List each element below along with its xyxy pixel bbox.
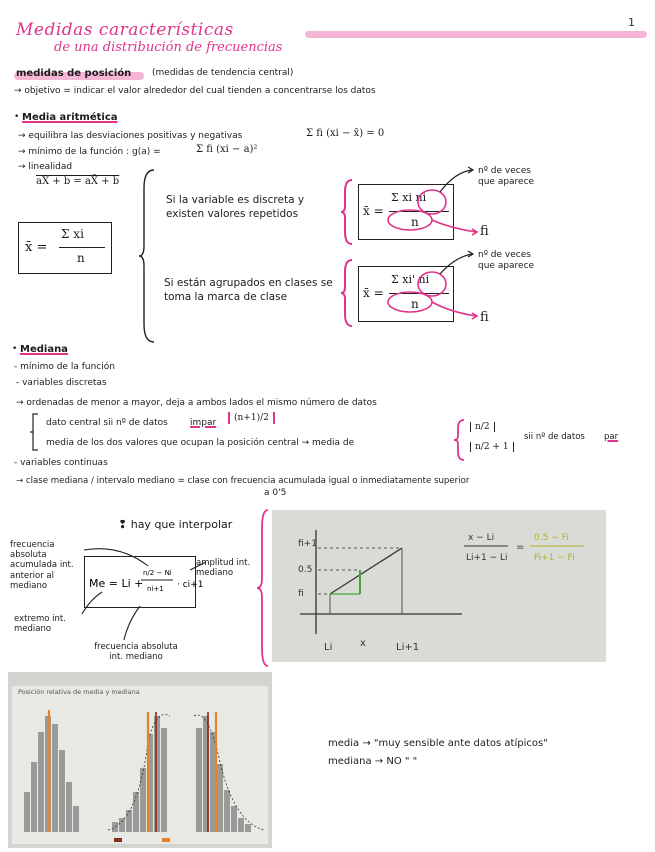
deviation-formula: Σ fi (xi − x̄) = 0 — [306, 128, 385, 139]
graph-y-fi: fi — [298, 589, 304, 599]
graph-y-fi1: fi+1 — [298, 539, 317, 549]
page-title: Medidas características — [16, 20, 234, 40]
annot-nveces-1: nº de veces que aparece — [478, 166, 535, 187]
par-value-1: n/2 — [470, 422, 495, 432]
bullet-dot: • — [12, 344, 18, 354]
median-annotation-arrows — [40, 540, 220, 650]
big-brace — [138, 168, 156, 344]
title-highlight — [305, 31, 647, 38]
annot-fi-2: fi — [480, 310, 489, 325]
mean-line-3: → linealidad — [18, 162, 73, 172]
label-fa-int: frecuencia absoluta int. mediano — [94, 642, 178, 663]
pink-brace-4 — [256, 508, 270, 668]
discrete-text: Si la variable es discreta y existen valores repetidos — [166, 194, 305, 220]
mean-formula-box — [18, 222, 112, 274]
pink-brace-3 — [452, 418, 466, 462]
page-number: 1 — [628, 16, 635, 29]
ratio-equals: = — [516, 542, 525, 553]
label-amplitud: amplitud int. mediano — [196, 558, 251, 579]
svg-text:n/2 − Ni: n/2 − Ni — [143, 569, 172, 577]
par-text: sii nº de datos — [524, 432, 585, 442]
ratio-right-den: Fi+1 − Fi — [534, 553, 575, 563]
hist-title: Posición relativa de media y mediana — [18, 688, 140, 696]
graph-x-li1: Li+1 — [396, 642, 420, 653]
graph-x-x: x — [360, 638, 366, 649]
label-extremo: extremo int. mediano — [14, 614, 66, 635]
mean-line-2: → mínimo de la función : g(a) = — [18, 147, 161, 157]
pink-brace-1 — [340, 178, 354, 246]
position-objective: → objetivo = indicar el valor alrededor del cual tienden a concentrarse los datos — [14, 86, 376, 96]
note-media: media → "muy sensible ante datos atípicos" — [328, 738, 548, 749]
annot-nveces-2: nº de veces que aparece — [478, 250, 535, 271]
interpolar-label: hay que interpolar — [130, 518, 233, 531]
par-word: par — [604, 432, 619, 442]
discrete-denominator: n — [411, 215, 419, 229]
label-fa-acum: frecuencia absoluta acumulada int. anterior al mediano — [10, 540, 74, 591]
grouped-denominator: n — [411, 297, 419, 311]
histogram-photo — [8, 672, 272, 848]
interpolar-text: ❢ hay que interpolar — [118, 518, 233, 531]
position-paren: (medidas de tendencia central) — [152, 68, 294, 78]
median-line-3: → ordenadas de menor a mayor, deja a ambos lados el mismo número de datos — [16, 398, 377, 408]
interpolation-graph — [272, 510, 606, 662]
impar-formula: (n+1)/2 — [228, 412, 275, 424]
page-subtitle: de una distribución de frecuencias — [54, 40, 283, 55]
ratio-left-den: Li+1 − Li — [466, 553, 508, 563]
g-function-formula: Σ fi (xi − a)² — [196, 144, 258, 155]
graph-y-05: 0.5 — [298, 565, 313, 575]
grouped-lhs: x̄ = — [363, 286, 384, 300]
svg-text:· ci+1: · ci+1 — [177, 580, 204, 590]
mean-lhs: x̄ = — [25, 240, 48, 255]
median-line-2: - variables discretas — [16, 378, 107, 388]
mean-numerator: Σ xi — [61, 227, 84, 241]
svg-text:ni+1: ni+1 — [147, 585, 164, 593]
position-heading: medidas de posición — [16, 68, 132, 79]
ratio-right-num: 0.5 − Fi — [534, 533, 569, 543]
grouped-numerator: Σ xi' ni — [391, 273, 430, 286]
bullet-dot: • — [14, 112, 20, 122]
mean-line-1: → equilibra las desviaciones positivas y negativas — [18, 131, 243, 141]
note-mediana: mediana → NO " " — [328, 756, 418, 767]
median-line-6: - variables continuas — [14, 458, 108, 468]
grouped-text: Si están agrupados en clases se toma la marca de clase — [164, 277, 333, 304]
median-line-4: dato central sii nº de datos — [46, 418, 168, 428]
linearity-formula: aX + b = aX̄ + b — [36, 176, 120, 187]
pink-brace-2 — [340, 258, 354, 328]
median-heading: Mediana — [20, 344, 68, 355]
mean-heading: Media aritmética — [22, 112, 118, 123]
mean-denominator: n — [77, 251, 85, 265]
par-value-2: n/2 + 1 — [470, 442, 514, 452]
median-line-7: → clase mediana / intervalo mediano = clase con frecuencia acumulada igual o inmediatamente superior — [16, 476, 470, 486]
annot-fi-1: fi — [480, 224, 489, 239]
discrete-lhs: x̄ = — [363, 204, 384, 218]
small-bracket — [30, 412, 40, 452]
fraction-bar — [59, 247, 105, 248]
interpolation-photo — [272, 510, 606, 662]
histogram-svg — [8, 672, 272, 848]
median-line-5: media de los dos valores que ocupan la posición central → media de — [46, 438, 355, 448]
a05-text: a 0'5 — [264, 488, 287, 498]
impar-word: impar — [190, 418, 217, 428]
discrete-numerator: Σ xi ni — [391, 191, 427, 204]
svg-text:Me = Li +: Me = Li + — [89, 577, 144, 590]
graph-x-li: Li — [324, 642, 333, 653]
ratio-left-num: x − Li — [468, 533, 495, 543]
median-line-1: - mínimo de la función — [14, 362, 115, 372]
